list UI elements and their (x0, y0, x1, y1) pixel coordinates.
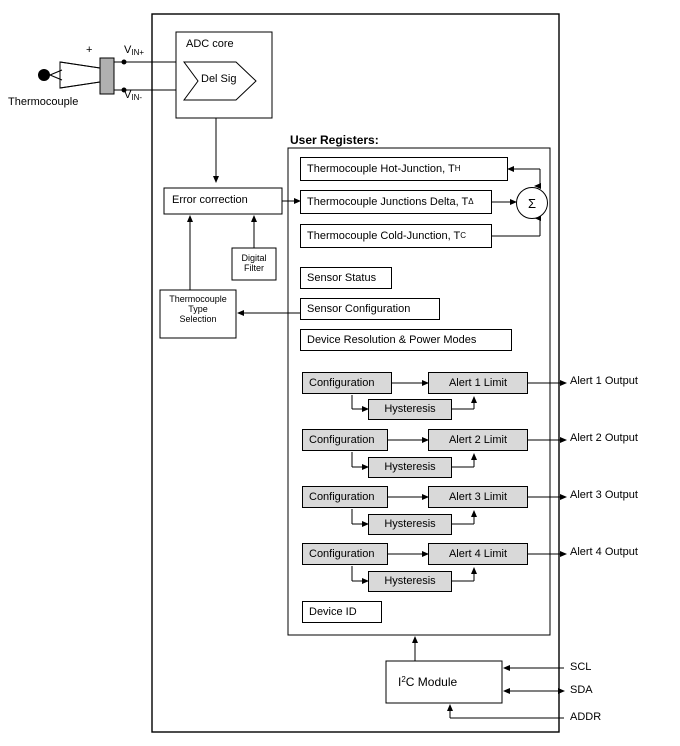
alert-2-configuration[interactable]: Configuration (302, 429, 388, 451)
alert-4-hysteresis[interactable]: Hysteresis (368, 571, 452, 592)
alert-1-configuration[interactable]: Configuration (302, 372, 392, 394)
alert-2-limit[interactable]: Alert 2 Limit (428, 429, 528, 451)
alert-1-hysteresis[interactable]: Hysteresis (368, 399, 452, 420)
addr-label: ADDR (570, 711, 602, 723)
thermocouple-type-selection-label: Thermocouple Type Selection (169, 294, 227, 324)
summation-node: Σ (516, 187, 548, 219)
i2c-module-label: $I^2C$ Module (398, 675, 458, 689)
register-junctions-delta[interactable]: Thermocouple Junctions Delta, T Δ (300, 190, 492, 214)
alert-3-configuration[interactable]: Configuration (302, 486, 388, 508)
alert-4-configuration[interactable]: Configuration (302, 543, 388, 565)
alert-4-limit[interactable]: Alert 4 Limit (428, 543, 528, 565)
register-sensor-status[interactable]: Sensor Status (300, 267, 392, 289)
register-device-resolution-power-modes[interactable]: Device Resolution & Power Modes (300, 329, 512, 351)
alert-3-limit[interactable]: Alert 3 Limit (428, 486, 528, 508)
register-hot-junction[interactable]: Thermocouple Hot-Junction, T H (300, 157, 508, 181)
register-cold-junction[interactable]: Thermocouple Cold-Junction, T C (300, 224, 492, 248)
alert-2-hysteresis[interactable]: Hysteresis (368, 457, 452, 478)
register-sensor-configuration[interactable]: Sensor Configuration (300, 298, 440, 320)
alert-1-output-label: Alert 1 Output (570, 375, 638, 387)
alert-4-output-label: Alert 4 Output (570, 546, 638, 558)
alert-1-limit[interactable]: Alert 1 Limit (428, 372, 528, 394)
thermocouple-label: Thermocouple (8, 96, 79, 108)
digital-filter-label: Digital Filter (241, 253, 267, 273)
polarity-plus-label: + (86, 44, 93, 56)
register-device-id[interactable]: Device ID (302, 601, 382, 623)
alert-2-output-label: Alert 2 Output (570, 432, 638, 444)
alert-3-hysteresis[interactable]: Hysteresis (368, 514, 452, 535)
adc-core-label: ADC core (186, 38, 234, 50)
scl-label: SCL (570, 661, 592, 673)
alert-3-output-label: Alert 3 Output (570, 489, 638, 501)
del-sig-label: Del Sig (201, 73, 237, 85)
sda-label: SDA (570, 684, 593, 696)
vin-negative-label: $V_{IN-}$ (124, 89, 143, 102)
user-registers-title: User Registers: (290, 133, 379, 147)
vin-positive-label: $V_{IN+}$ (124, 44, 145, 57)
error-correction-label: Error correction (172, 194, 248, 206)
